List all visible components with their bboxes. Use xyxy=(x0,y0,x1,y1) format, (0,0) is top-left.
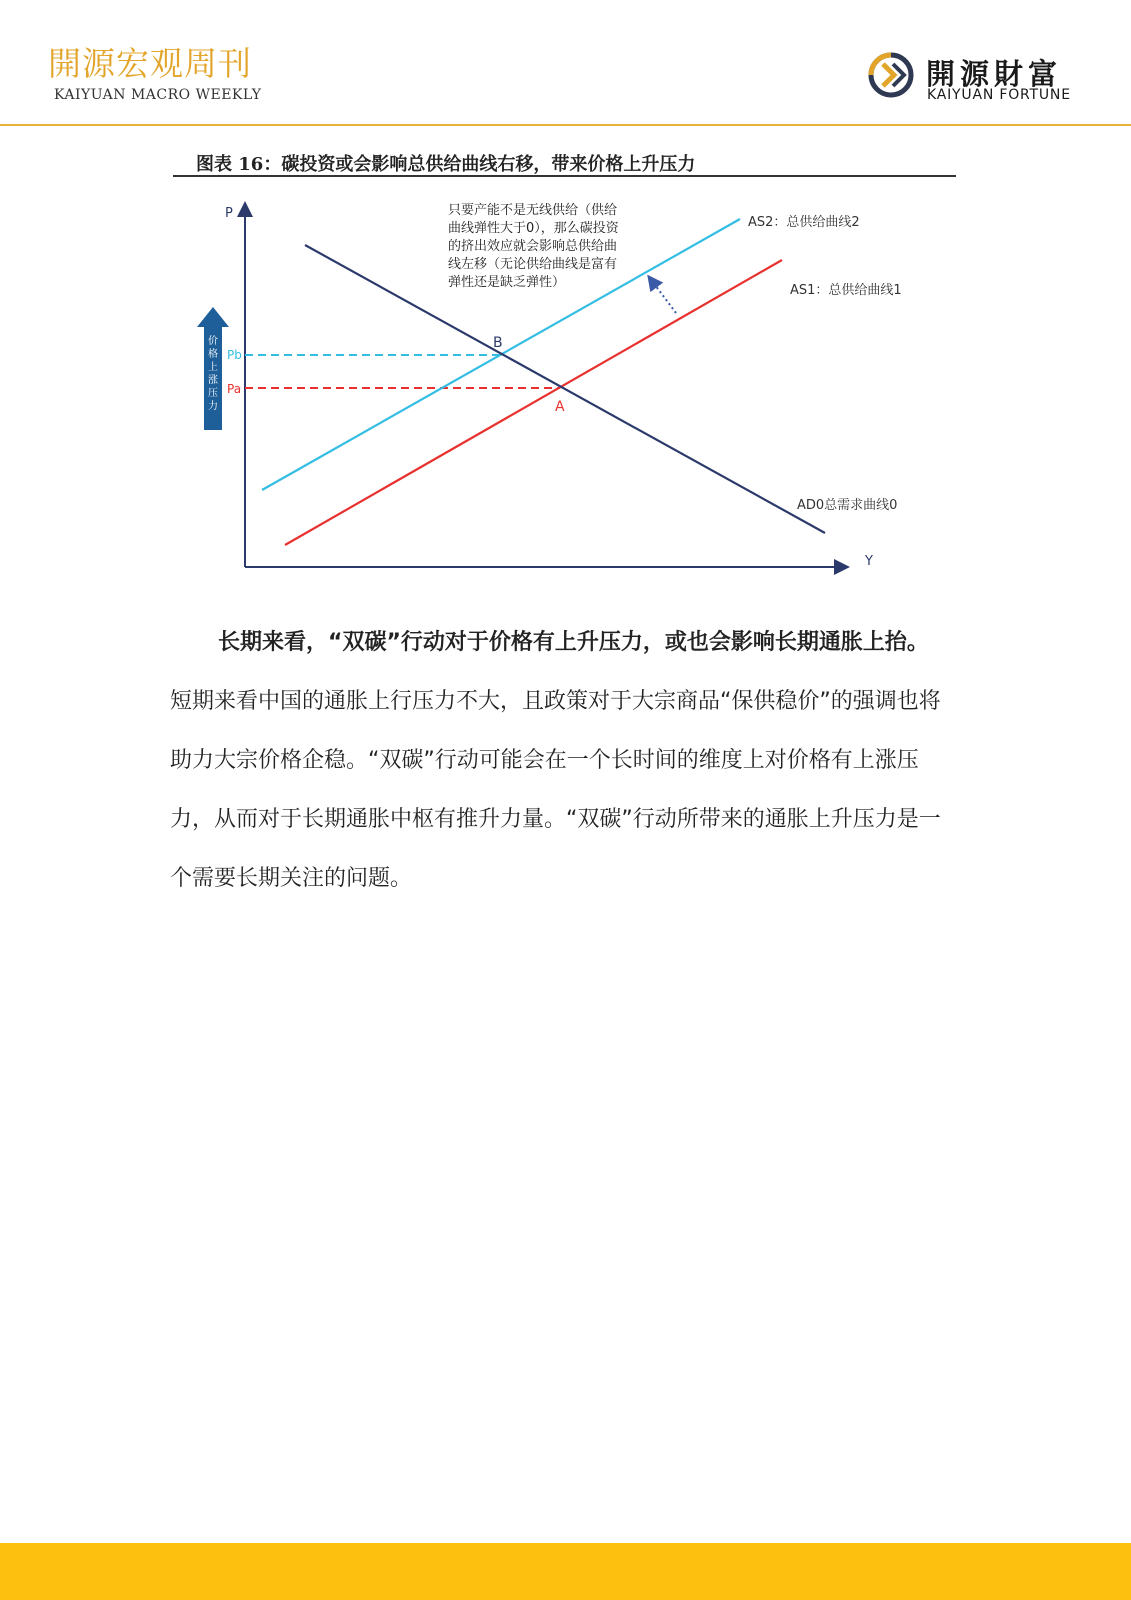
annotation-text xyxy=(448,202,620,290)
body-text: 短期来看中国的通胀上行压力不大，且政策对于大宗商品“保供稳价”的强调也将助力大宗价格企稳。“双碳”行动可能会在一个长时间的维度上对价格有上涨压力，从而对于长期通胀中枢有推升力量。“双碳”行动所带来的通胀上升压力是一个需要长期关注的问题。 xyxy=(170,689,941,891)
shift-dotted-arrow xyxy=(652,281,676,313)
svg-text:价: 价 xyxy=(208,336,218,347)
svg-text:涨: 涨 xyxy=(208,375,218,386)
svg-text:上: 上 xyxy=(208,362,218,373)
point-b-label: B xyxy=(493,335,503,351)
supply-demand-diagram xyxy=(180,195,920,585)
figure-title: 图表 16：碳投资或会影响总供给曲线右移，带来价格上升压力 xyxy=(196,154,696,175)
svg-text:格: 格 xyxy=(208,349,218,360)
as1-curve xyxy=(285,260,782,545)
footer-bar xyxy=(0,1543,1131,1600)
as2-label: AS2：总供给曲线2 xyxy=(748,215,860,230)
header-divider xyxy=(0,124,1131,126)
y-axis-label: P xyxy=(225,206,233,221)
figure-title-rule xyxy=(173,175,956,177)
logo-english-name: KAIYUAN FORTUNE xyxy=(927,87,1071,103)
logo-chinese-name: 開源財富 xyxy=(926,57,1063,91)
report-title: 開源宏观周刊 xyxy=(48,44,252,83)
pb-label: Pb xyxy=(227,348,242,362)
ad0-label: AD0总需求曲线0 xyxy=(797,498,898,513)
annotation-line: 弹性还是缺乏弹性） xyxy=(448,275,566,290)
svg-text:力: 力 xyxy=(208,401,218,412)
annotation-line: 曲线弹性大于0），那么碳投资 xyxy=(448,221,619,236)
body-paragraph xyxy=(170,613,950,908)
pa-label: Pa xyxy=(227,382,242,396)
annotation-line: 的挤出效应就会影响总供给曲 xyxy=(448,239,618,254)
report-subtitle: KAIYUAN MACRO WEEKLY xyxy=(54,87,262,103)
as1-label: AS1：总供给曲线1 xyxy=(790,283,902,298)
annotation-line: 线左移（无论供给曲线是富有 xyxy=(448,257,618,272)
x-axis-label: Y xyxy=(865,554,873,569)
annotation-line: 只要产能不是无线供给（供给 xyxy=(448,203,618,218)
point-a-label: A xyxy=(555,399,565,415)
svg-text:压: 压 xyxy=(208,388,218,399)
company-logo xyxy=(866,50,1098,106)
logo-mark-icon xyxy=(866,50,916,100)
body-bold-lead: 长期来看，“双碳”行动对于价格有上升压力，或也会影响长期通胀上抬。 xyxy=(218,630,929,655)
